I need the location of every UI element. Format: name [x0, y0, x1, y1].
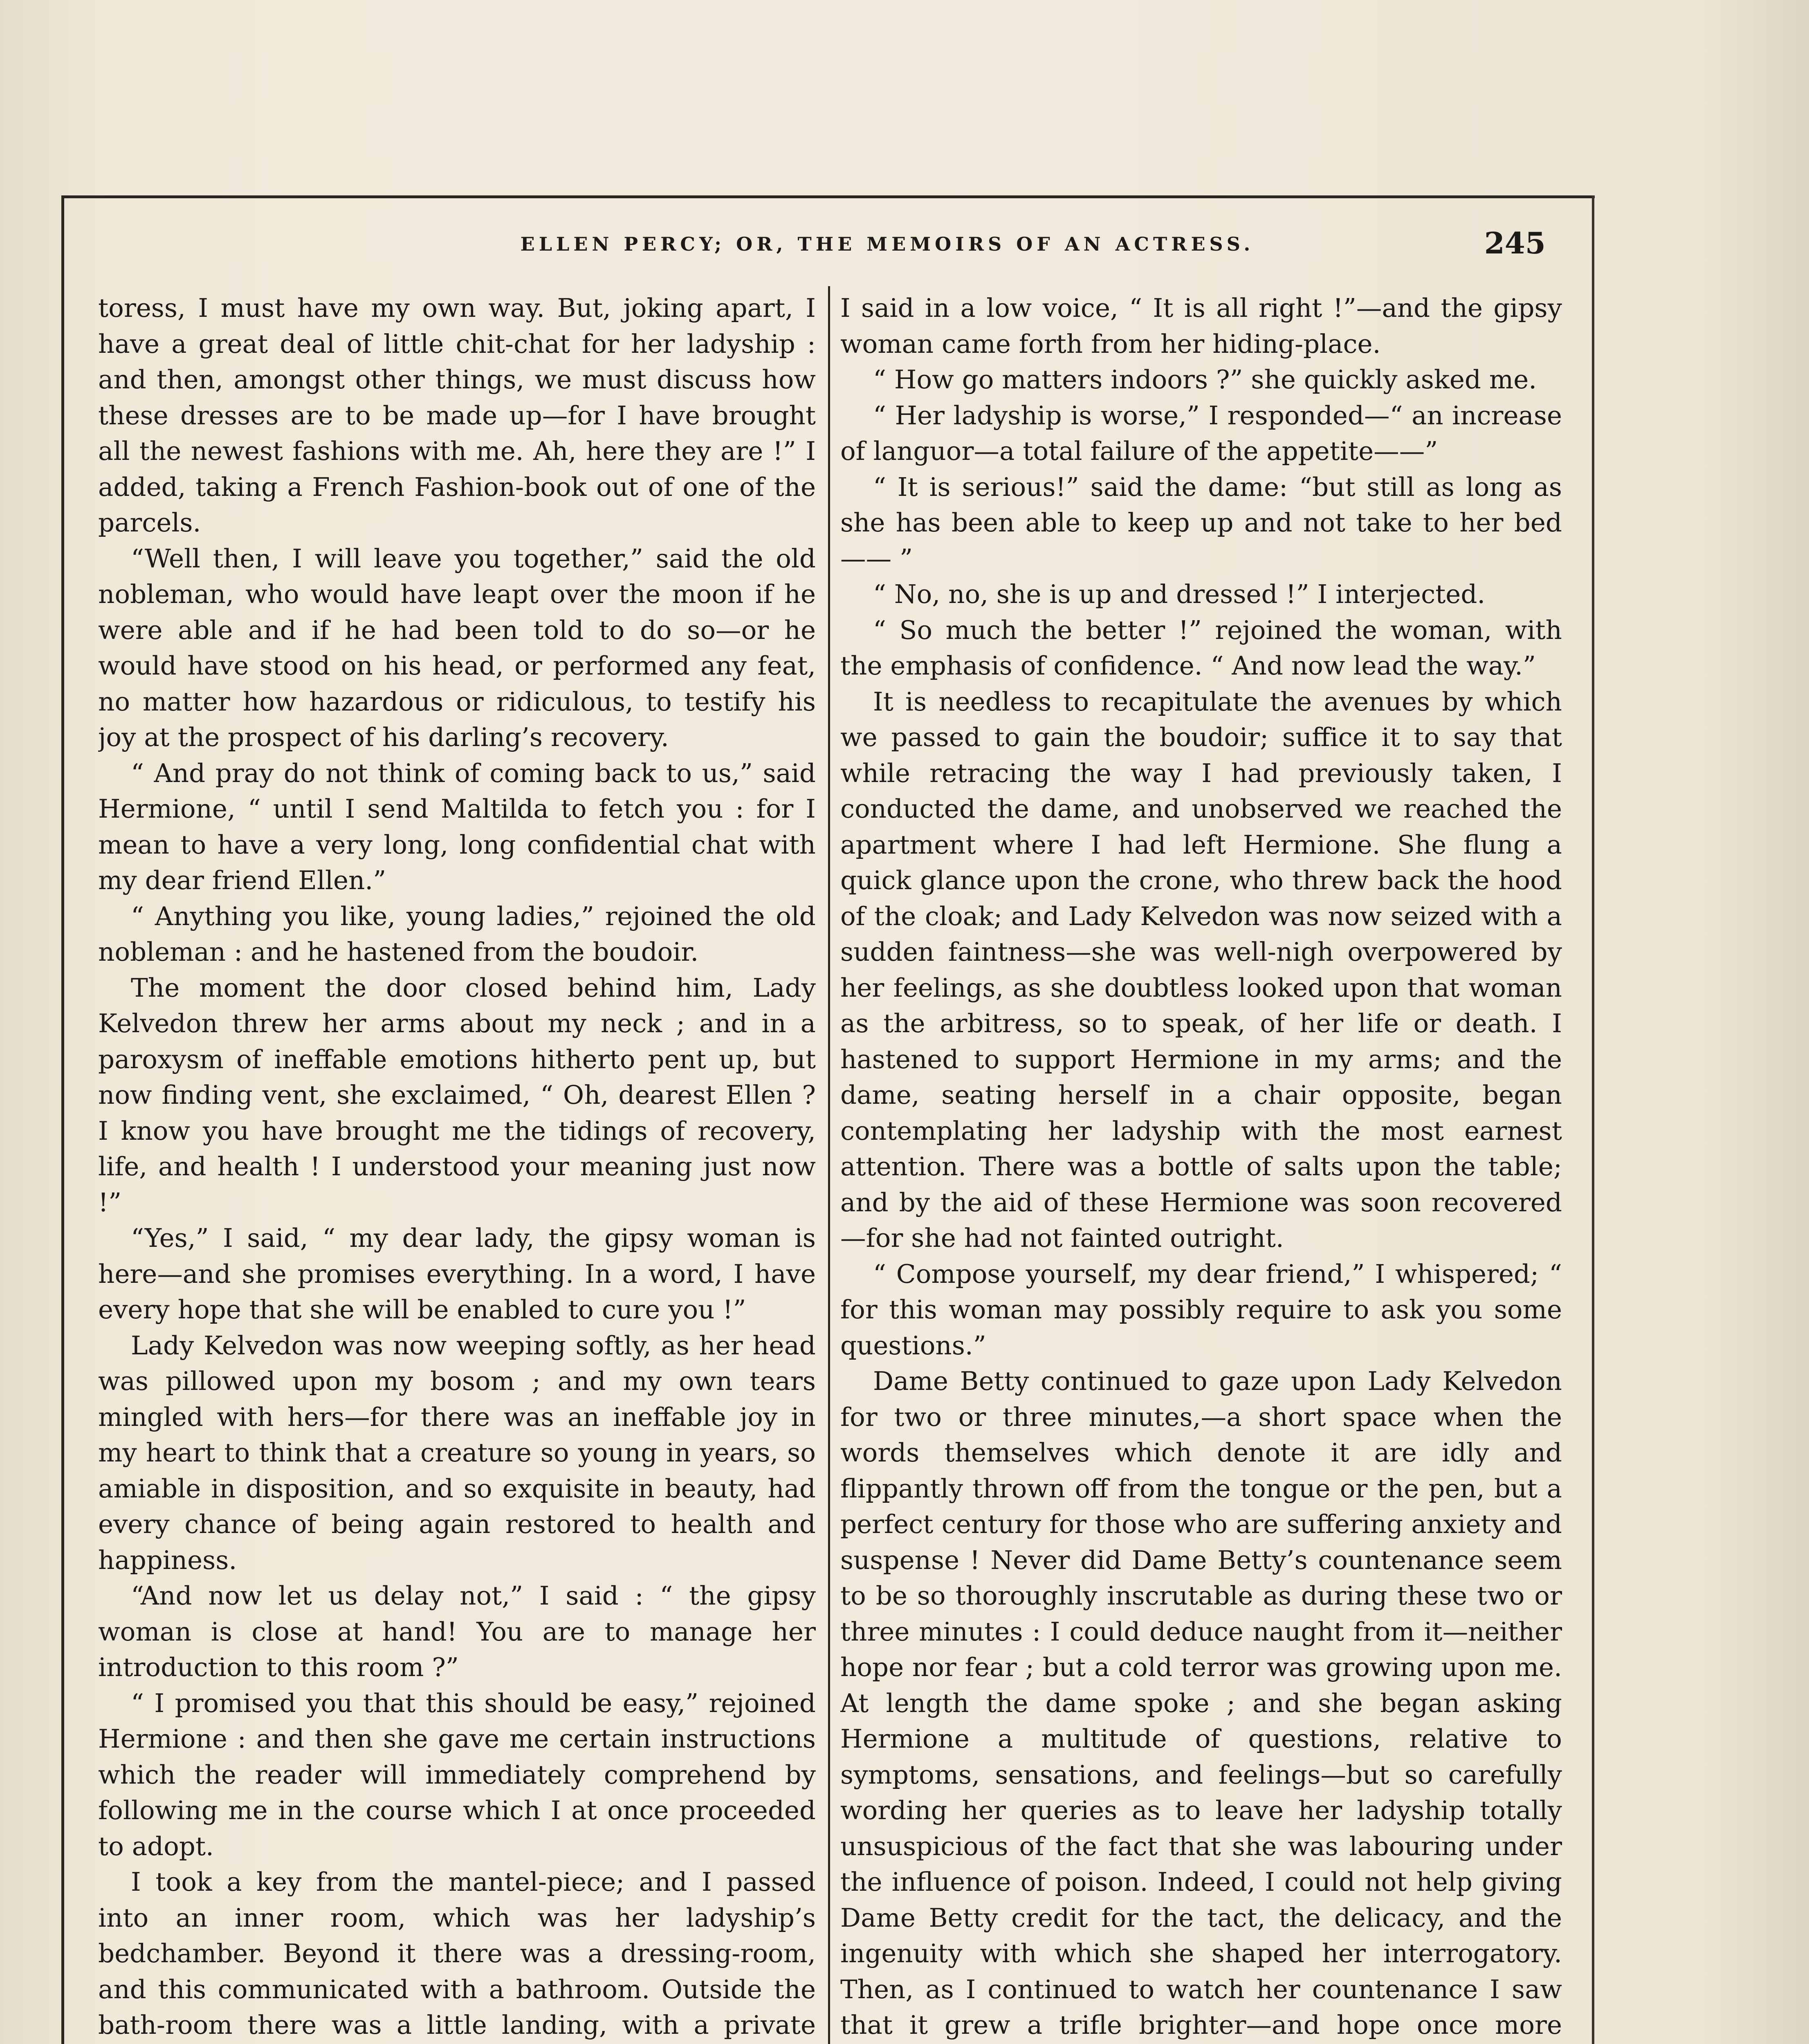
frame-rule-left [61, 195, 64, 2044]
paragraph: “ I promised you that this should be easy,” rejoined Hermione : and then she gave me certain instructions which the reader will immediately comprehend by following me in the course which I at once proceeded to adopt. [98, 1688, 816, 1861]
paragraph: The moment the door closed behind him, Lady Kelvedon threw her arms about my neck ; and in a paroxysm of ineffable emotions hitherto pent up, but now finding vent, she exclaimed, “ Oh, dearest Ellen ? I know you have brought me the tidings of recovery, life, and health ! I understood your meaning just now !” [98, 973, 816, 1217]
paragraph: “ No, no, she is up and dressed !” I interjected. [873, 579, 1486, 609]
page-number: 245 [1484, 226, 1546, 260]
paragraph: “ Anything you like, young ladies,” rejoined the old nobleman : and he hastened from the boudoir. [98, 901, 816, 967]
paragraph: Dame Betty continued to gaze upon Lady Kelvedon for two or three minutes,—a short space when the words themselves which denote it are idly and flippantly thrown off from the tongue or the pen, but a perfect century for those who are suffering anxiety and suspense ! Never did Dame Betty’s countenance seem to be so thoroughly inscrutable as during these two or three minutes : I could deduce naught from it—neither hope nor fear ; but a cold terror was growing upon me. At length the dame spoke ; and she began asking Hermione a multitude of questions, relative to symptoms, sensations, and feelings—but so carefully wording her queries as to leave her ladyship totally unsuspicious of the fact that she was labouring under the influence of poison. Indeed, I could not help giving Dame Betty credit for the tact, the delicacy, and the ingenuity with which she shaped her interrogatory. Then, as I continued to watch her countenance I saw that it grew a trifle brighter—and hope once more [840, 1366, 1562, 2040]
paragraph: I said in a low voice, “ It is all right !”—and the gipsy woman came forth from her hiding-place. [840, 293, 1562, 359]
column-divider [828, 286, 830, 2044]
paragraph: I took a key from the mantel-piece; and I passed into an inner room, which was her ladyship’s bedchamber. Beyond it there was a dressing-room, and this communicated with a bathroom. Outside the bath-room there was a little landing, with a private [98, 1867, 816, 2040]
running-title: ELLEN PERCY; OR, THE MEMOIRS OF AN ACTRESS. [520, 233, 1255, 255]
paragraph: “Yes,” I said, “ my dear lady, the gipsy woman is here—and she promises everything. In a word, I have every hope that she will be enabled to cure you !” [98, 1223, 816, 1325]
page-header [90, 226, 1562, 262]
frame-rule-top [61, 195, 1595, 198]
frame-rule-right [1592, 195, 1594, 2044]
paragraph: It is needless to recapitulate the avenues by which we passed to gain the boudoir; suffice it to say that while retracing the way I had previously taken, I conducted the dame, and unobserved we reached the apartment where I had left Hermione. She flung a quick glance upon the crone, who threw back the hood of the cloak; and Lady Kelvedon was now seized with a sudden faintness—she was well-nigh overpowered by her feelings, as she doubtless looked upon that woman as the arbitress, so to speak, of her life or death. I hastened to support Hermione in my arms; and the dame, seating herself in a chair opposite, began contemplating her ladyship with the most earnest attention. There was a bottle of salts upon the table; and by the aid of these Hermione was soon recovered—for she had not fainted outright. [840, 686, 1562, 1253]
paragraph: “ And pray do not think of coming back to us,” said Hermione, “ until I send Maltilda to fetch you : for I mean to have a very long, long confidential chat with my dear friend Ellen.” [98, 758, 816, 895]
paragraph: toress, I must have my own way. But, joking apart, I have a great deal of little chit-chat for her ladyship : and then, amongst other things, we must discuss how these dresses are to be made up—for I have brought all the newest fashions with me. Ah, here they are !” I added, taking a French Fashion-book out of one of the parcels. [98, 293, 816, 538]
paragraph: “ Compose yourself, my dear friend,” I whispered; “ for this woman may possibly require to ask you some questions.” [840, 1259, 1562, 1360]
paragraph: “ So much the better !” rejoined the woman, with the emphasis of confidence. “ And now lead the way.” [840, 615, 1562, 681]
paragraph: “ How go matters indoors ?” she quickly asked me. [873, 365, 1537, 394]
paragraph: “Well then, I will leave you together,” said the old nobleman, who would have leapt over the moon if he were able and if he had been told to do so—or he would have stood on his head, or performed any feat, no matter how hazardous or ridiculous, to testify his joy at the prospect of his darling’s recovery. [98, 543, 816, 752]
paragraph: Lady Kelvedon was now weeping softly, as her head was pillowed upon my bosom ; and my own tears mingled with hers—for there was an ineffable joy in my heart to think that a creature so young in years, so amiable in disposition, and so exquisite in beauty, had every chance of being again restored to health and happiness. [98, 1330, 816, 1575]
paragraph: “ Her ladyship is worse,” I responded—“ an increase of languor—a total failure of the appetite——” [840, 400, 1562, 466]
right-column [840, 290, 1562, 2044]
paragraph: “And now let us delay not,” I said : “ the gipsy woman is close at hand! You are to manage her introduction to this room ?” [98, 1581, 816, 1682]
paragraph: “ It is serious!” said the dame: “but still as long as she has been able to keep up and not take to her bed —— ” [840, 472, 1562, 574]
left-column [98, 290, 816, 2044]
